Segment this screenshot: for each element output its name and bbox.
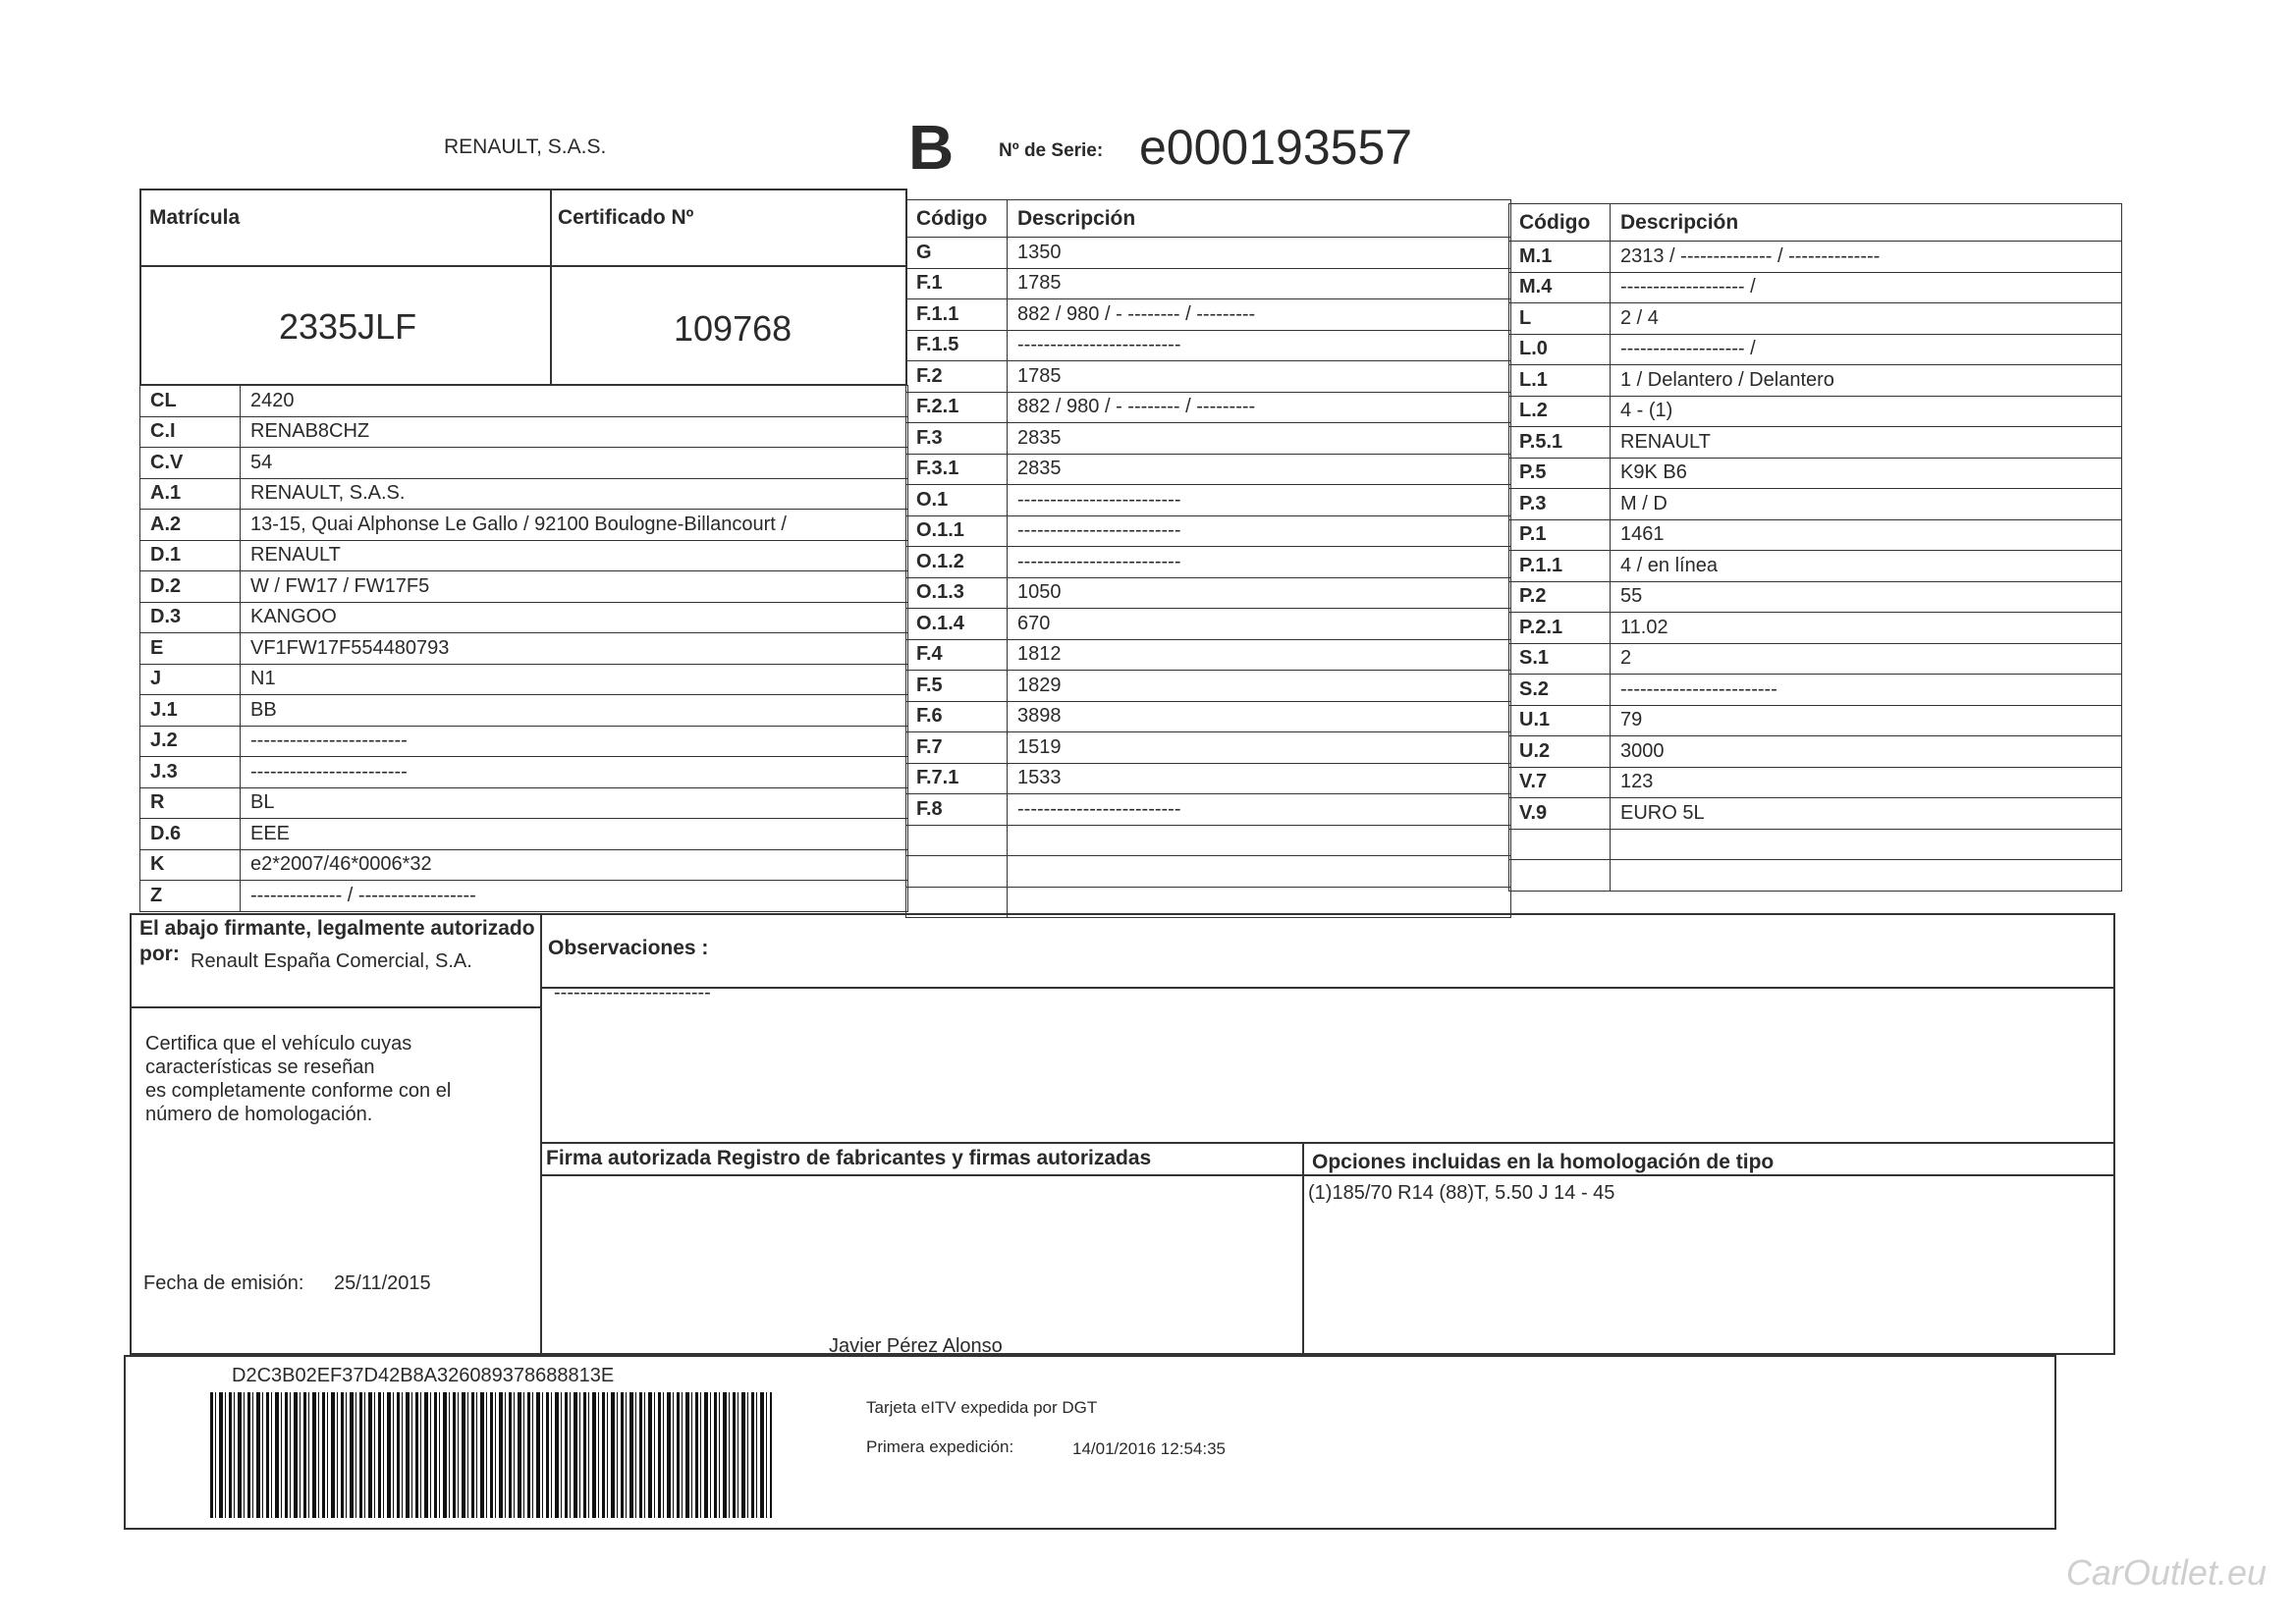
left-field-code: J.3 [140,757,241,788]
right-field-value: 1461 [1611,519,2122,551]
left-field-code: A.2 [140,510,241,541]
mid-fields-table [905,199,1511,918]
right-field-value: 11.02 [1611,613,2122,644]
fecha-label: Fecha de emisión: [143,1272,304,1294]
mid-field-value: 670 [1008,609,1511,640]
left-field-row [140,819,908,850]
left-field-code: Z [140,881,241,912]
left-field-value: RENAULT [241,540,908,571]
observaciones-value: ------------------------ [554,982,711,1003]
mid-field-row [906,609,1511,640]
mid-field-code: O.1.4 [906,609,1008,640]
left-field-value: ------------------------ [241,726,908,757]
por-value: Renault España Comercial, S.A. [191,950,472,972]
left-field-code: D.3 [140,602,241,633]
watermark-logo: CarOutlet.eu [2065,1552,2267,1593]
mid-field-code: F.3.1 [906,454,1008,485]
mid-field-row [906,794,1511,826]
observaciones-label: Observaciones : [548,937,709,959]
obs-divider-h [540,987,2115,989]
right-field-value: ------------------- / [1611,272,2122,303]
right-header-code: Código [1509,204,1611,242]
right-field-row [1509,736,2122,768]
firmante-label: El abajo firmante, legalmente autorizado [139,917,535,940]
right-field-row [1509,427,2122,459]
primera-value: 14/01/2016 12:54:35 [1072,1439,1226,1458]
mid-field-code: F.8 [906,794,1008,826]
left-field-row [140,540,908,571]
mid-field-row [906,268,1511,299]
left-field-value: RENAULT, S.A.S. [241,478,908,510]
left-field-code: J.1 [140,695,241,727]
mid-field-value [1008,856,1511,888]
mid-field-code: F.7.1 [906,763,1008,794]
mid-field-value: ------------------------- [1008,485,1511,516]
right-field-code: U.1 [1509,705,1611,736]
mid-field-row [906,238,1511,269]
opciones-value: (1)185/70 R14 (88)T, 5.50 J 14 - 45 [1308,1182,1615,1204]
mid-field-code [906,825,1008,856]
serie-label: Nº de Serie: [999,140,1104,161]
mid-field-code: F.1.5 [906,330,1008,361]
left-field-code: E [140,633,241,665]
left-field-value: -------------- / ------------------ [241,881,908,912]
right-field-value: 79 [1611,705,2122,736]
right-field-code: L.2 [1509,396,1611,427]
left-field-value: 13-15, Quai Alphonse Le Gallo / 92100 Boulogne-Billancourt / [241,510,908,541]
opciones-divider-v [1302,1142,1304,1355]
left-field-value: BL [241,787,908,819]
mid-field-value: 1519 [1008,732,1511,764]
id-block [139,189,907,386]
serie-number: e000193557 [1139,120,1413,175]
right-field-value: 2313 / -------------- / -------------- [1611,242,2122,273]
right-field-value: K9K B6 [1611,458,2122,489]
mid-field-value: 1829 [1008,671,1511,702]
right-field-value: 2 / 4 [1611,303,2122,335]
mid-field-code: F.1 [906,268,1008,299]
right-field-value: ------------------------ [1611,675,2122,706]
firma-label: Firma autorizada Registro de fabricantes y firmas autorizadas [546,1147,1152,1169]
right-field-code: S.2 [1509,675,1611,706]
right-field-row [1509,829,2122,860]
left-field-value: EEE [241,819,908,850]
mid-field-value: 2835 [1008,423,1511,455]
left-field-code: J.2 [140,726,241,757]
mid-field-value: 1785 [1008,268,1511,299]
mid-field-row [906,732,1511,764]
mid-field-value: 1533 [1008,763,1511,794]
mid-field-code: F.3 [906,423,1008,455]
id-divider-v [550,189,552,386]
right-field-code: M.4 [1509,272,1611,303]
matricula-label: Matrícula [149,206,241,229]
mid-field-row [906,392,1511,423]
left-field-value: BB [241,695,908,727]
mid-field-row [906,825,1511,856]
right-field-value: 4 / en línea [1611,551,2122,582]
tarjeta-text: Tarjeta eITV expedida por DGT [866,1398,1098,1417]
left-field-row [140,602,908,633]
left-field-row [140,448,908,479]
right-fields-table [1508,203,2122,892]
left-field-row [140,510,908,541]
left-field-row [140,757,908,788]
left-field-code: C.V [140,448,241,479]
mid-field-row [906,485,1511,516]
mid-field-row [906,361,1511,393]
left-field-value: 2420 [241,386,908,417]
right-field-row [1509,581,2122,613]
right-field-value: 1 / Delantero / Delantero [1611,365,2122,397]
certifica-line-2: características se reseñan [145,1056,375,1078]
right-field-code [1509,860,1611,892]
mid-field-row [906,547,1511,578]
right-field-row [1509,643,2122,675]
right-field-code: P.1.1 [1509,551,1611,582]
right-field-row [1509,767,2122,798]
mid-field-code: O.1.1 [906,515,1008,547]
mid-field-code: O.1 [906,485,1008,516]
right-field-value: 55 [1611,581,2122,613]
left-field-row [140,664,908,695]
card-type-letter: B [908,112,955,183]
right-field-code: P.1 [1509,519,1611,551]
left-field-row [140,478,908,510]
left-field-code: J [140,664,241,695]
left-field-value: W / FW17 / FW17F5 [241,571,908,603]
right-field-value: M / D [1611,489,2122,520]
mid-header-code: Código [906,200,1008,238]
mid-field-code: G [906,238,1008,269]
right-field-code: S.1 [1509,643,1611,675]
left-field-row [140,787,908,819]
left-field-value: 54 [241,448,908,479]
mid-field-value: ------------------------- [1008,547,1511,578]
right-field-code: P.3 [1509,489,1611,520]
right-field-value: 2 [1611,643,2122,675]
left-field-row [140,726,908,757]
right-field-code: V.7 [1509,767,1611,798]
mid-field-row [906,423,1511,455]
right-field-value: 4 - (1) [1611,396,2122,427]
right-field-row [1509,798,2122,830]
barcode-image [210,1392,772,1518]
mid-field-code: F.7 [906,732,1008,764]
por-label: por: [139,943,180,965]
manufacturer-name: RENAULT, S.A.S. [444,135,607,158]
mid-field-value: 1785 [1008,361,1511,393]
left-field-code: R [140,787,241,819]
right-field-row [1509,860,2122,892]
primera-label: Primera expedición: [866,1437,1014,1456]
right-field-code: P.2 [1509,581,1611,613]
mid-field-code: F.5 [906,671,1008,702]
left-field-value: KANGOO [241,602,908,633]
mid-field-value: ------------------------- [1008,330,1511,361]
mid-field-row [906,454,1511,485]
left-field-row [140,571,908,603]
left-field-value: ------------------------ [241,757,908,788]
mid-field-value: 882 / 980 / - -------- / --------- [1008,299,1511,331]
right-field-code [1509,829,1611,860]
right-field-value: ------------------- / [1611,334,2122,365]
left-field-value: VF1FW17F554480793 [241,633,908,665]
right-field-row [1509,272,2122,303]
mid-field-row [906,299,1511,331]
mid-field-value: ------------------------- [1008,794,1511,826]
mid-field-code: F.6 [906,701,1008,732]
right-field-row [1509,675,2122,706]
right-field-row [1509,334,2122,365]
left-field-code: K [140,849,241,881]
mid-field-row [906,515,1511,547]
right-field-row [1509,705,2122,736]
right-field-code: P.5.1 [1509,427,1611,459]
right-field-value [1611,829,2122,860]
mid-field-row [906,330,1511,361]
right-field-code: U.2 [1509,736,1611,768]
right-field-row [1509,551,2122,582]
right-field-value: EURO 5L [1611,798,2122,830]
left-field-row [140,849,908,881]
right-field-row [1509,396,2122,427]
left-field-code: D.2 [140,571,241,603]
firma-subdivider-h [540,1174,2115,1176]
left-field-row [140,695,908,727]
mid-field-code [906,856,1008,888]
right-field-row [1509,365,2122,397]
certificado-value: 109768 [674,308,793,349]
mid-field-value [1008,825,1511,856]
mid-field-value: 882 / 980 / - -------- / --------- [1008,392,1511,423]
right-field-row [1509,613,2122,644]
mid-field-code: F.2.1 [906,392,1008,423]
opciones-label: Opciones incluidas en la homologación de tipo [1312,1151,1775,1173]
certifica-line-3: es completamente conforme con el [145,1080,452,1102]
matricula-value: 2335JLF [279,306,417,347]
mid-field-row [906,639,1511,671]
right-field-code: P.2.1 [1509,613,1611,644]
firma-name: Javier Pérez Alonso [829,1335,1003,1357]
right-field-row [1509,458,2122,489]
right-field-value: 3000 [1611,736,2122,768]
mid-field-value: 3898 [1008,701,1511,732]
mid-field-value: 1350 [1008,238,1511,269]
right-field-row [1509,519,2122,551]
certifica-line-1: Certifica que el vehículo cuyas [145,1033,412,1055]
left-field-row [140,633,908,665]
mid-field-row [906,577,1511,609]
left-field-row [140,416,908,448]
footer-code: D2C3B02EF37D42B8A326089378688813E [232,1365,615,1386]
right-field-code: M.1 [1509,242,1611,273]
right-field-row [1509,489,2122,520]
mid-field-row [906,856,1511,888]
right-field-code: P.5 [1509,458,1611,489]
left-field-value: e2*2007/46*0006*32 [241,849,908,881]
right-field-value [1611,860,2122,892]
right-field-code: V.9 [1509,798,1611,830]
mid-field-row [906,671,1511,702]
mid-field-code: F.4 [906,639,1008,671]
left-field-code: CL [140,386,241,417]
left-field-code: C.I [140,416,241,448]
mid-field-value: 1050 [1008,577,1511,609]
left-field-code: D.1 [140,540,241,571]
left-field-value: RENAB8CHZ [241,416,908,448]
right-header-desc: Descripción [1611,204,2122,242]
left-field-code: A.1 [140,478,241,510]
left-field-value: N1 [241,664,908,695]
right-field-value: RENAULT [1611,427,2122,459]
mid-field-code: F.2 [906,361,1008,393]
firmante-divider-h [130,1006,542,1008]
left-field-row [140,881,908,912]
left-field-row [140,386,908,417]
left-field-code: D.6 [140,819,241,850]
lower-divider-v [540,913,542,1355]
right-field-row [1509,242,2122,273]
mid-field-row [906,763,1511,794]
fecha-value: 25/11/2015 [334,1272,431,1294]
left-fields-table [139,385,908,912]
mid-field-row [906,701,1511,732]
mid-field-value: 2835 [1008,454,1511,485]
mid-field-code: O.1.3 [906,577,1008,609]
right-field-code: L.0 [1509,334,1611,365]
mid-field-code: O.1.2 [906,547,1008,578]
right-field-row [1509,303,2122,335]
mid-header-desc: Descripción [1008,200,1511,238]
mid-field-code: F.1.1 [906,299,1008,331]
certificado-label: Certificado Nº [558,206,694,229]
firma-divider-h [540,1142,2115,1144]
certifica-line-4: número de homologación. [145,1104,373,1125]
right-field-code: L [1509,303,1611,335]
right-field-value: 123 [1611,767,2122,798]
mid-field-value: ------------------------- [1008,515,1511,547]
mid-field-value: 1812 [1008,639,1511,671]
right-field-code: L.1 [1509,365,1611,397]
id-divider-h [139,265,907,267]
